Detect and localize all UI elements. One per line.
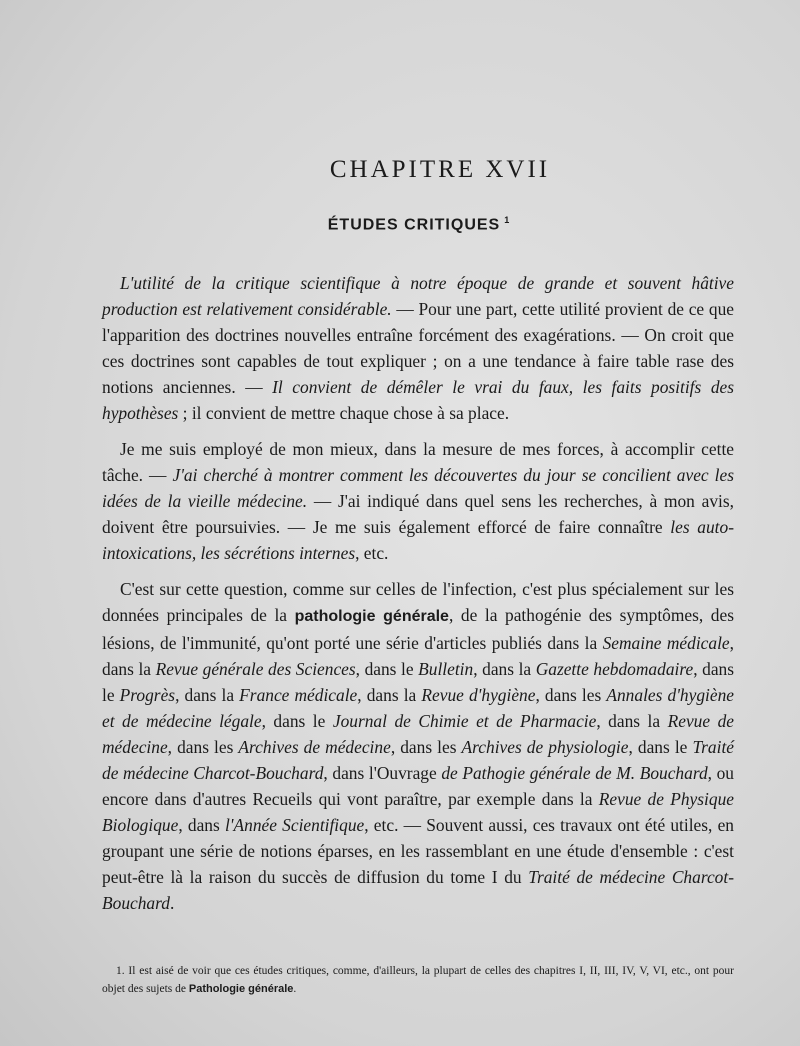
bold-term: pathologie générale bbox=[294, 608, 449, 625]
text-run: C'est sur cette question, comme sur celles de l'infection, c'est plus spécialement sur les données principales de la bbox=[102, 579, 734, 625]
footnote-text: 1. Il est aisé de voir que ces études critiques, comme, d'ailleurs, la plupart de celles des chapitres I, II, III, IV, V, VI, etc., ont pour objet des sujets de bbox=[102, 965, 734, 995]
chapter-title: CHAPITRE XVII bbox=[329, 156, 551, 183]
italic-run: Annales d'hygiène et de médecine légale bbox=[102, 685, 734, 731]
italic-run: Revue d'hygiène bbox=[421, 685, 536, 705]
footnote-reference[interactable]: 1 bbox=[504, 215, 511, 225]
italic-run: Revue de médecine bbox=[102, 711, 734, 757]
text-run: , dans la bbox=[357, 685, 422, 705]
footnote-end: . bbox=[293, 983, 297, 995]
text-run: , etc. bbox=[355, 543, 389, 563]
italic-run: Revue générale des Sciences bbox=[155, 659, 356, 679]
body-text bbox=[102, 270, 734, 926]
text-run: , de la pathogénie des symptômes, des lésions, de l'immunité, qu'ont porté une série d'articles publiés dans la bbox=[102, 605, 734, 653]
text-run: , etc. — Souvent aussi, ces travaux ont été utiles, en groupant une série de notions éparses, en les rassemblant en une étude d'ensemble : c'est peut-être là la raison du succès de diffusion du tome I du bbox=[102, 815, 734, 887]
italic-run: Traité de médecine Charcot-Bouchard bbox=[102, 867, 734, 913]
italic-run: Bulletin bbox=[418, 659, 474, 679]
text-run: — Pour une part, cette utilité provient de ce que l'apparition des doctrines nouvelles entraîne forcément des exagérations. — On croit que ces doctrines sont capables de tout expliquer ; on a une tendance à faire table rase des notions anciennes. — bbox=[102, 299, 734, 397]
paragraph bbox=[102, 270, 734, 426]
italic-run: Revue de Physique Biologique bbox=[102, 789, 734, 835]
footnote bbox=[102, 962, 734, 998]
italic-run: Progrès bbox=[119, 685, 176, 705]
text-run: , dans les bbox=[535, 685, 607, 705]
footnote-bold-term: Pathologie générale bbox=[188, 983, 294, 995]
italic-run: les auto-intoxications, les sécrétions internes bbox=[102, 517, 734, 563]
italic-run: l'Année Scientifique bbox=[224, 815, 365, 835]
italic-run: Archives de physiologie bbox=[461, 737, 629, 757]
text-run: Je me suis employé de mon mieux, dans la mesure de mes forces, à accomplir cette tâche. — bbox=[102, 439, 734, 485]
text-run: , dans la bbox=[596, 711, 668, 731]
text-run: — J'ai indiqué dans quel sens les recherches, à mon avis, doivent être poursuivies. — Je me suis également efforcé de faire connaître bbox=[102, 491, 734, 537]
italic-run: Gazette hebdomadaire bbox=[535, 659, 694, 679]
paragraph bbox=[102, 576, 734, 916]
paragraph bbox=[102, 436, 734, 566]
text-run: , dans la bbox=[102, 633, 735, 679]
section-title-text: ÉTUDES CRITIQUES bbox=[327, 216, 501, 234]
italic-run: Traité de médecine Charcot-Bouchard bbox=[102, 737, 734, 783]
italic-run: Journal de Chimie et de Pharmacie bbox=[332, 711, 597, 731]
text-run: ; il convient de mettre chaque chose à sa place. bbox=[178, 403, 510, 423]
italic-run: L'utilité de la critique scientifique à notre époque de grande et souvent hâtive production est relativement considérable. bbox=[102, 273, 734, 319]
text-run: , dans le bbox=[261, 711, 333, 731]
text-run: , dans la bbox=[175, 685, 240, 705]
section-title bbox=[0, 215, 800, 234]
text-run: , dans les bbox=[167, 737, 239, 757]
text-run: , dans le bbox=[102, 659, 734, 705]
text-run: , dans la bbox=[473, 659, 536, 679]
italic-run: de Pathogie générale de M. Bouchard bbox=[441, 763, 708, 783]
italic-run: France médicale bbox=[239, 685, 358, 705]
text-run: , dans le bbox=[355, 659, 419, 679]
italic-run: Semaine médicale bbox=[602, 633, 730, 653]
italic-run: Il convient de démêler le vrai du faux, les faits positifs des hypothèses bbox=[102, 377, 734, 423]
text-run: , ou encore dans d'autres Recueils qui vont paraître, par exemple dans la bbox=[102, 763, 734, 809]
text-run: , dans le bbox=[628, 737, 693, 757]
text-run: , dans l'Ouvrage bbox=[323, 763, 442, 783]
italic-run: J'ai cherché à montrer comment les découvertes du jour se concilient avec les idées de la vieille médecine. bbox=[102, 465, 734, 511]
text-run: . bbox=[169, 893, 175, 913]
italic-run: Archives de médecine bbox=[238, 737, 391, 757]
text-run: , dans bbox=[178, 815, 225, 835]
text-run: , dans les bbox=[390, 737, 462, 757]
